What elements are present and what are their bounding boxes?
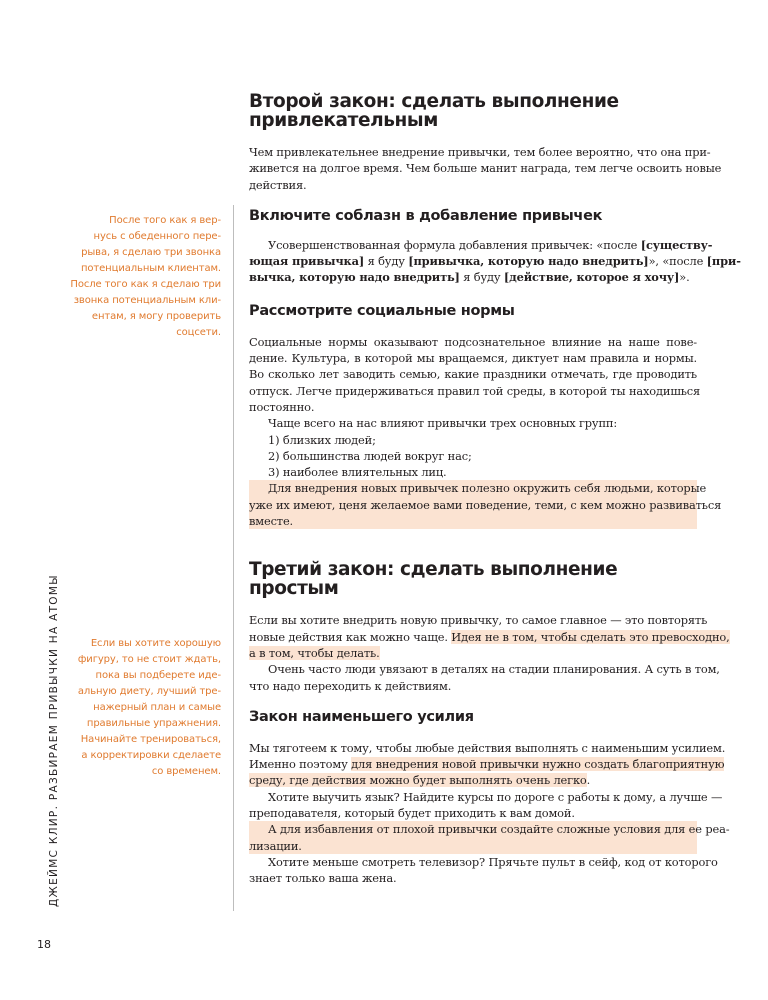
list-item: 1) близких людей; — [268, 432, 376, 447]
subheading-least-effort: Закон наименьшего усилия — [249, 708, 474, 725]
running-title: ДЖЕЙМС КЛИР. РАЗБИРАЕМ ПРИВЫЧКИ НА АТОМЫ — [48, 574, 60, 907]
list-item: 3) наиболее влиятельных лиц. — [268, 465, 447, 480]
section-title-third-law: Третий закон: сделать выполнение простым — [249, 559, 618, 600]
paragraph-repeat: Если вы хотите внедрить новую привычку, то самое главное — это повторять новые действия как можно чаще. Идея не в том, чтобы сделать это превосходно, а в том, чтобы делать. Очень часто люди увязают в деталях на стадии планирования. А суть в том, что надо переходить к действиям. — [249, 613, 730, 693]
paragraph-social-norms: Социальные нормы оказывают подсознательное влияние на наше пове- дение. Культура, в которой мы вращаемся, диктует нам правила и нормы. Во сколько лет заводить семью, какие праздники отмечать, где проводить отпуск. Легче придерживаться правил той среды, в которой ты находишься постоянно. Чаще всего на нас влияют привычки трех основных групп: 1) близких людей; 2) большинства людей вокруг нас; 3) наиболее влиятельных лиц. — [249, 334, 701, 480]
section-title-second-law: Второй закон: сделать выполнение привлекательным — [249, 91, 619, 131]
paragraph-least-effort: Мы тяготеем к тому, чтобы любые действия выполнять с наименьшим усилием. Именно поэтому для внедрения новой привычки нужно создать благоприятную среду, где действия можно будет выполнять очень легко. Хотите выучить язык? Найдите курсы по дороге с работы к дому, а лучше — преподавателя, который будет приходить к вам домой. — [249, 740, 726, 821]
sidenote-habit-stacking: После того как я вер- нусь с обеденного пере- рыва, я сделаю три звонка потенциальным клиентам. После того как я сделаю три звонка потенциальным кли- ентам, я могу проверить соцсети. — [70, 215, 221, 338]
sidenote-start-now: Если вы хотите хорошую фигуру, то не стоит ждать, пока вы подберете иде- альную диету, лучший тре- нажерный план и самые правильные упражнения. Начинайте тренироваться, а корректировки сделаете со временем. — [77, 638, 221, 777]
main-text — [249, 91, 741, 887]
subheading-temptation: Включите соблазн в добавление привычек — [249, 207, 603, 224]
paragraph-intro: Чем привлекательнее внедрение привычки, тем более вероятно, что она при- живется на долгое время. Чем больше манит награда, тем легче освоить новые действия. — [249, 145, 722, 192]
page-number: 18 — [37, 938, 51, 951]
highlight-surround-yourself: Для внедрения новых привычек полезно окружить себя людьми, которые уже их имеют, ценя желаемое вами поведение, теми, с кем можно развиваться вместе. — [249, 481, 722, 529]
highlight-bad-habit: А для избавления от плохой привычки создайте сложные условия для ее реа- лизации. — [249, 822, 730, 853]
paragraph-tv: Хотите меньше смотреть телевизор? Прячьте пульт в сейф, код от которого знает только ваша жена. — [249, 854, 718, 886]
subheading-social-norms: Рассмотрите социальные нормы — [249, 302, 515, 319]
paragraph-formula: Усовершенствованная формула добавления привычек: «после [существу- ющая привычка] я буду [привычка, которую надо внедрить]», «после [при- вычка, которую надо внедрить] я буду [действие, которое я хочу]». — [249, 237, 741, 285]
margin-divider — [233, 205, 234, 911]
list-item: 2) большинства людей вокруг нас; — [268, 448, 472, 463]
